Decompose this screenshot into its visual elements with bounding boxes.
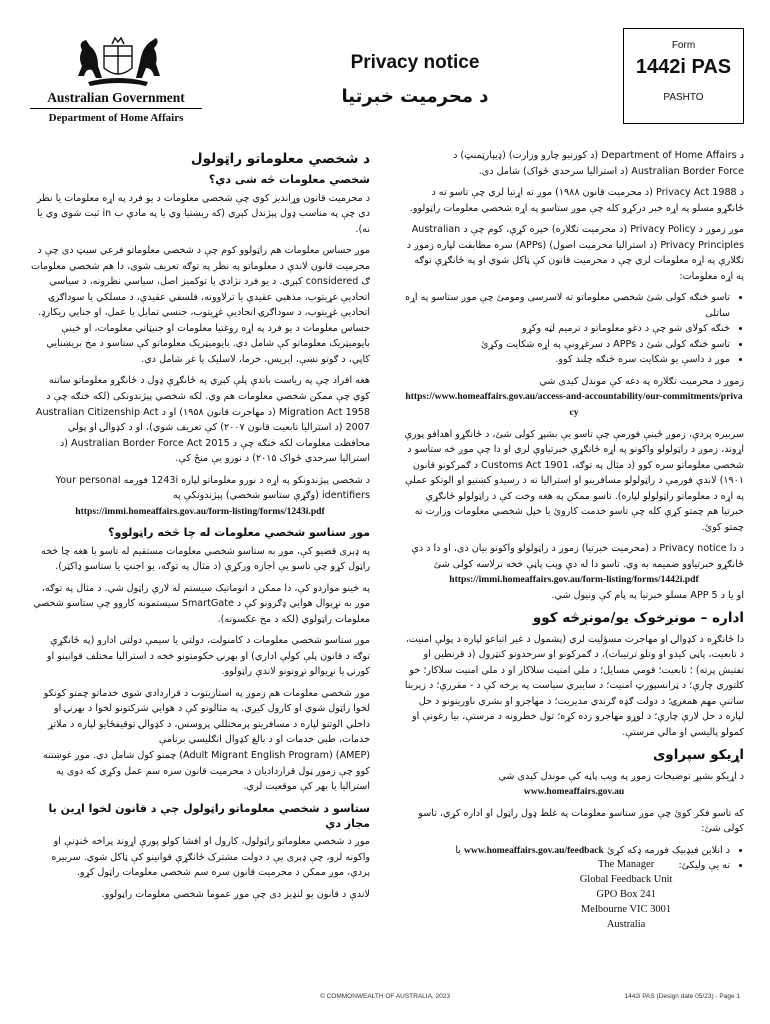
coat-of-arms-icon <box>68 34 168 90</box>
paragraph: د Privacy Act 1988 (د محرمیت قانون ۱۹۸۸) موږ ته اړتیا لري چې تاسو ته د ځانګړو مسلو په اړه خبر درکړو کله چې موږ ستاسو په اړه شخصي معلومات راټولوو. <box>409 187 744 214</box>
page-title-english: Privacy notice <box>350 52 480 73</box>
paragraph: د اړیکو بشپړ توضیحات زموږ په وېب پاڼه کې موندل کیدی شي <box>498 770 744 782</box>
paragraph: لاندې د قانون یو لنډیز دی چې موږ عموما شخصي معلومات راټولوو. <box>101 888 370 900</box>
form-language: PASHTO <box>663 92 704 103</box>
page-info: 1442i PAS (Design date 05/23) - Page 1 <box>624 993 740 1000</box>
address-line: Global Feedback Unit <box>579 874 673 886</box>
paragraph: که تاسو فکر کوئ چې موږ ستاسو معلومات په غلط ډول راټول او اداره کړي، تاسو کولی شئ: <box>418 807 744 835</box>
paragraph: او یا د APP 5 مسلو خبرتیا په پام کې ونیول شي. <box>551 589 744 601</box>
header-divider <box>30 108 202 109</box>
write-to-label: • ته یې ولیکئ: <box>678 860 730 872</box>
form-number: 1442i PAS <box>635 56 732 78</box>
privacy-policy-list <box>404 290 744 368</box>
paragraph: د دا Privacy notice د (محرمیت خبرتیا) زموږ د راټولولو واکونو بیان دی، او دا د دې ځانګړو خبرتیاوو ضمیمه به وي. تاسو دا له دې وېب پاڼې څخه ترلاسه کولی شئ <box>411 543 744 570</box>
list-item <box>404 843 730 859</box>
section-heading-administration: اداره – مونږخوک یو/مونږڅه کوو <box>532 610 744 627</box>
feedback-text: د انلاین فیډبیک فورمه ډکه کړئ <box>606 844 730 856</box>
list-item: • موږ د داسې یو شکایت سره څنګه چلند کوو. <box>404 352 730 368</box>
section-heading-collection: د شخصي معلوماتو راټولول <box>190 151 370 167</box>
address-line: Australia <box>606 918 646 930</box>
form-1442i-link[interactable]: https://immi.homeaffairs.gov.au/form-listing/forms/1442i.pdf <box>449 574 699 586</box>
paragraph: د شخصي پېژندونکو په اړه د نورو معلوماتو لپاره 1243i فورمه Your personal identifiers (وګړې ستاسو شخصي) پېژندونکې په <box>55 474 370 502</box>
paragraph: (AMEP) (Adult Migrant English Program) چمتو کول شامل دي. موږ غوښتنه کوو چې زموږ ټول قراردادیان د محرمیت قانون سره سم عمل وکړي که دوی په استرالیا یا بهر کې موقعیت لري. <box>42 750 370 793</box>
address-line: The Manager <box>597 859 655 871</box>
department-name: Department of Home Affairs <box>48 112 184 124</box>
address-line: Melbourne VIC 3001 <box>580 903 672 915</box>
postal-address <box>580 858 673 933</box>
feedback-options-list <box>404 843 744 933</box>
address-line: GPO Box 241 <box>596 888 656 900</box>
paragraph: زموږ د محرمیت تګلاره په دغه کې موندل کیدی شي <box>539 375 744 387</box>
paragraph: په ډېری قضیو کې، موږ به ستاسو شخصي معلومات مستقیم له تاسو یا هغه چا څخه راټول کړو چې تاسو یې اجازه ورکړې (د مثال په توګه، یو اجنټ یا ستاسو ډاکټر). <box>40 545 370 573</box>
privacy-policy-link[interactable]: https://www.homeaffairs.gov.au/access-and-accountability/our-commitments/privacy <box>405 391 743 418</box>
paragraph: سربیره پردې، زموږ ځینې فورمې چې تاسو یې بشپړ کولی شئ، د ځانګړو اهدافو پورې اړوند، زموږ د راټولولو واکونو په اړه ځانګړې خبرتیاوې لري او دا چې موږ څه ستاسو د شخصي معلوماتو سره کوو (د مثال په توګه، Customs Act 1901 د ګمرکونو قانون ۱۹۰۱) لاندې فورمې د راټولولو مسافرینو او استرالیا ته د رسیدو کښتیو او الوتکو عملې په اړه د معلوماتو راټولولو لپاره). تاسو ممکن په هغه وخت کې د راټولولو ځانګړې خبرتیا هم چمتو کړې کله چې تاسو خدمت کاروئ یا خپل شخصي معلومات وزارت ته چمتو کوئ. <box>404 428 744 533</box>
intro-paragraph: د Department of Home Affairs (د کورنیو چارو وزارت) (ډیپارټمنټ) د Australian Border Force (د استرالیا سرحدي ځواک) شامل دی. <box>453 150 744 177</box>
page-title-pashto: د محرمیت خبرتیا <box>341 86 489 107</box>
list-item: • تاسو څنګه کولی شئ د APPs د سرغړونې په اړه شکایت وکړئ <box>404 337 730 353</box>
section-heading-feedback: اړیکو سپراوی <box>652 747 744 764</box>
paragraph: هغه افراد چې په ریاست باندې پلې کېږي په ځانګړې ډول د ځانګړو معلوماتو ساتنه کوي چې ممکن شخصي معلومات هم وي. لکه شخصي پېژندونکی (لکه څنګه چې د Migration Act 1958 (د مهاجرت قانون ۱۹۵۸) او د Australian Citizenship Act 2007 (د استرالیا تابعیت قانون ۲۰۰۷) کې تعریف شوي)، او د کډوالۍ او پولي محافظت معلومات لکه څنګه چې د Australian Border Force Act 2015 (د استرالیا سرحدي ځواک ۲۰۱۵) د نورو یې منځ کې. <box>35 375 370 465</box>
government-name: Australian Government <box>47 90 185 105</box>
subheading-what: شخصي معلومات څه شی دي؟ <box>208 173 370 187</box>
paragraph: دا ځانګړه د کډوالۍ او مهاجرت مسؤلیت لري (پشمول د غیر اتباعو لپاره د پولې امنیت، د تابعیت، پاڼي کیدو او وتلو ترتیبات)، د ګمرکونو او سرحدونو کنټرول (د قرنطین او تفتیش پرته) ؛ تابعیت؛ قومي مسایل؛ د ملي امنیت سلاکار او د ملي امنیت سلاکار؛ خو کلتوري چارې؛ د ټرانسپورټ امنیت؛ د سایبري سیاست په برخه کې د - مقررې؛ د زېربنا ساتنې مهم همغږۍ؛ د دولت ګډه ګرندي مدیریت؛ د مهاجرو او بشري ناورینونو د حل لپاره د حل لارې چارې؛ د لوړو مهاجرو زده کړه؛ تول خطرونه د مرستې، بیا رغونې او کمولو پالیسي او مالي مرستې. <box>404 633 744 738</box>
paragraph: موږ زموږ د Privacy Policy (د محرمیت تګلاره) خپره کړې، کوم چې د Australian Privacy Principles (د استرالیا محرمیت اصول) (APPs) سره مطابقت لپاره زموږ د تګلارې په اړه معلومات لري چې د محرمیت قانون کې ټاکل شوي او په ځانګړې توګه په اړه معلومات: <box>406 224 744 282</box>
paragraph: د محرمیت قانون وړاندیز کوي چې شخصي معلومات د یو فرد په اړه معلومات یا نظر دي چې په مناسب ډول پېژندل کېږي (که ریښتیا وي یا په مادې ب in ثبت شوي وي یا نه). <box>36 192 370 235</box>
right-column <box>404 148 744 935</box>
subheading-how: موږ ستاسو شخصي معلومات له چا څخه راټولوو؟ <box>108 526 370 540</box>
form-label: Form <box>671 40 696 51</box>
left-column <box>30 148 370 909</box>
feedback-link[interactable]: www.homeaffairs.gov.au/feedback <box>463 844 604 856</box>
paragraph: موږ شخصي معلومات هم زموږ په استازیتوب د قراردادي شوي خدماتو چمتو کونکو لخوا راټول شوي او کارول کیږي. په مثالونو کې د هوایي شرکتونو لخوا د بهرنۍ او داخلي الوتنو لپاره د مسافرینو پرمختللي پروسس، د کډوالۍ توقیفځایو لپاره د ملاتړ خدمات، طبي خدمات او د بالغ کډوال انګلیسي برنامې <box>43 687 370 746</box>
list-item: • څنګه کولای شو چې د دغو معلوماتو د ترمیم لټه وکړو <box>404 321 730 337</box>
paragraph: موږ حساس معلومات هم راټولوو کوم چې د شخصي معلوماتو فرعي سيټ دی چې د محرمیت قانون لاندې د معلوماتو په نظر په توګه تعریف شوی، دا هم شخصي معلومات ګ considered کېږي. د یو فرد نژادي یا توکمیز اصل، سیاسي نظرونه، د سیاسي اتحادیې غړیتوب، مذهبي عقیدې یا ترلاوونه، فلسفي عقیدې، د مسلکي یا سوداګرۍ اتحادیې غړیتوب، د سوداګرۍ اتحادیې غړیتوب، جنسي تمایل یا عمل، او جنایي ریکارډ. حساس معلومات د یو فرد په اړه روغتیا معلومات او جنیټاتي معلومات، او څینې بایومیټریک معلوماتو کې شامل دي. بایومیټریک معلوماتو کې ستاسو د مخ بریښنایي کاپي، د ګوتو نښې، ایریس، خرما، لاسلیک یا غږ شامل دي. <box>30 245 370 365</box>
feedback-or: یا <box>455 844 461 856</box>
paragraph: موږ ستاسو شخصي معلومات د کامنولت، دولتي یا سیمې دولتي ادارو (په ځانګړې توګه د قانون پلې کولې اداري) او بهرنۍ حکومتونو څخه د استرالیا مختلف قوانینو او کورنۍ یا نړیوالو تړونونو لاندې راټولوو. <box>46 635 370 678</box>
paragraph: موږ د شخصي معلوماتو راټولول، کارول او افشا کولو پورې اړوند پراخه ځنډنې او واکونه لرو، چې ډېری یې د دولت مشترک ځانګړې قوانینو کې ټاکل شوي. سربیره پردې، موږ ممکن د محرمیت قانون سره سم شخصي معلومات راټول کړو. <box>51 836 370 879</box>
subheading-authorised: ستاسو د شخصي معلوماتو راټولول چې د قانون لخوا اړین یا مجاز دي <box>48 801 370 830</box>
paragraph: په څینو مواردو کې، دا ممکن د اتوماتیک سیستم له لارې راټول شي. د مثال په توګه، موږ به نړیوال هوایي ډګرونو کې د SmartGate سیستمونه کاروو چې ستاسو شخصي معلومات راټولوي (لکه د مخ عکسونه). <box>33 582 370 625</box>
form-1243i-link[interactable]: https://immi.homeaffairs.gov.au/form-listing/forms/1243i.pdf <box>75 505 325 517</box>
copyright-notice: © COMMONWEALTH OF AUSTRALIA, 2023 <box>320 993 450 1000</box>
homeaffairs-link[interactable]: www.homeaffairs.gov.au <box>523 786 625 798</box>
list-item <box>404 858 730 933</box>
list-item: • تاسو څنګه کولی شئ شخصي معلوماتو ته لاسرسی ومومئ چې موږ ستاسو په اړه ساتلی <box>404 290 730 321</box>
